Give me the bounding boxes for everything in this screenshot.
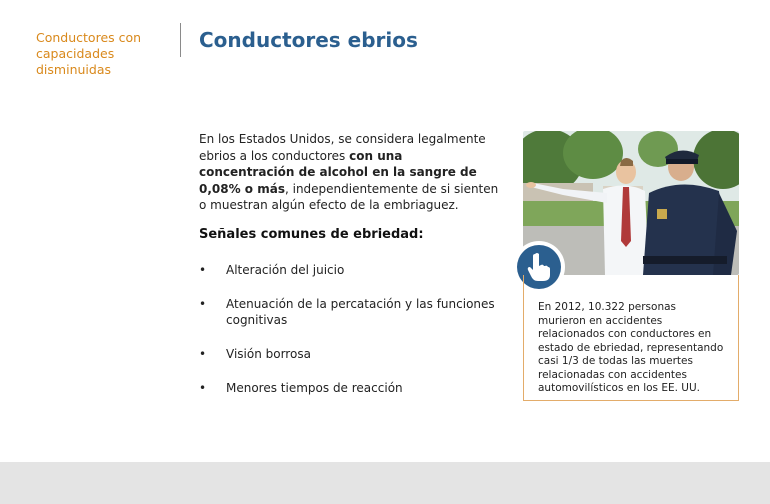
list-item [199, 296, 499, 328]
bullet: • [199, 381, 207, 395]
signs-list [199, 262, 499, 414]
list-item-text: Menores tiempos de reacción [226, 381, 403, 395]
list-item [199, 346, 499, 362]
list-item [199, 380, 499, 396]
fact-text: En 2012, 10.322 personas murieron en accidentes relacionados con conductores en estado de ebriedad, representando casi 1/3 de todas las muertes relacionadas con accidentes automovilísticos en los EE. UU. [538, 301, 724, 394]
intro-text-bold: con una concentración de alcohol en la sangre de 0,08% o más [199, 148, 477, 196]
signs-heading: Señales comunes de ebriedad: [199, 227, 424, 242]
page-title: Conductores ebrios [199, 28, 418, 52]
bullet: • [199, 297, 207, 311]
fact-box [523, 275, 739, 401]
intro-text-end: , independientemente de si sienten o muestran algún efecto de la embriaguez. [199, 181, 499, 212]
list-item-text: Atenuación de la percatación y las funciones cognitivas [226, 297, 495, 327]
header-divider [180, 23, 181, 57]
intro-paragraph [199, 131, 499, 214]
list-item-text: Visión borrosa [226, 347, 311, 361]
bullet: • [199, 263, 207, 277]
section-label: Conductores con capacidades disminuidas [36, 30, 142, 77]
intro-text-start: En los Estados Unidos, se considera legalmente ebrios a los conductores [199, 132, 486, 163]
list-item-text: Alteración del juicio [226, 263, 345, 277]
footer-band [0, 462, 770, 504]
bullet: • [199, 347, 207, 361]
list-item [199, 262, 499, 278]
